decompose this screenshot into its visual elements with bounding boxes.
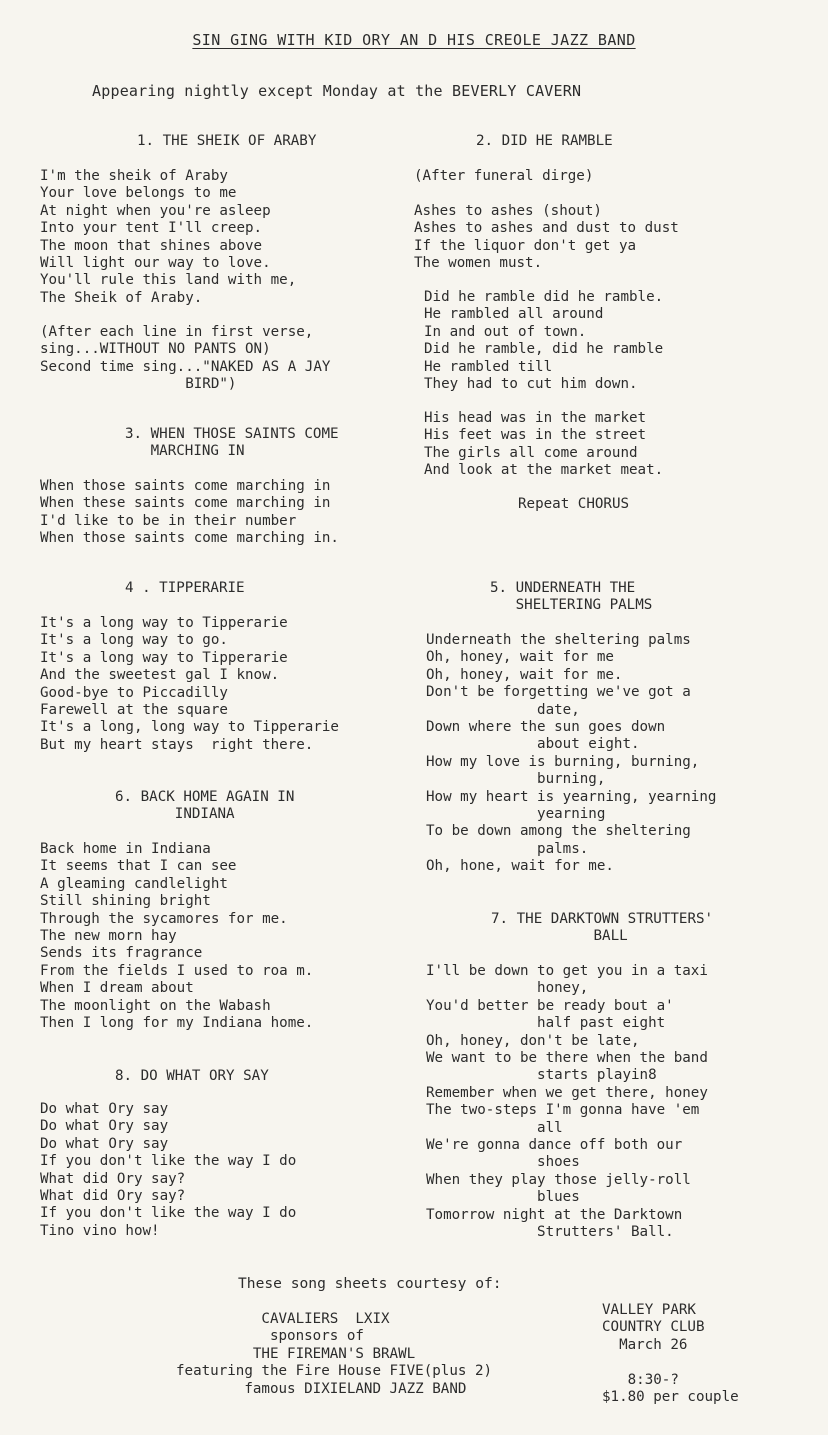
courtesy-line: These song sheets courtesy of: <box>238 1275 502 1292</box>
song-2-title: 2. DID HE RAMBLE <box>476 133 613 149</box>
lyric-line: date, <box>426 701 580 718</box>
song-2-intro: (After funeral dirge) <box>414 168 594 184</box>
song-4-title: 4 . TIPPERARIE <box>125 580 245 596</box>
lyric-line: His feet was in the street <box>424 427 647 444</box>
song-2-repeat: Repeat CHORUS <box>518 496 630 512</box>
lyric-line: To be down among the sheltering <box>426 823 691 840</box>
lyric-line: And look at the market meat. <box>424 462 664 479</box>
song-6-verse <box>40 841 313 1032</box>
lyric-line: Second time sing..."NAKED AS A JAY <box>40 358 331 375</box>
lyric-line: If you don't like the way I do <box>40 1153 297 1170</box>
lyric-line: He rambled all around <box>424 306 604 323</box>
lyric-line: If the liquor don't get ya <box>414 237 637 254</box>
song-1-verse <box>40 168 296 307</box>
lyric-line: Then I long for my Indiana home. <box>40 1015 314 1032</box>
lyric-line: burning, <box>426 771 606 788</box>
lyric-line: It's a long way to go. <box>40 632 228 649</box>
song-7-title: 7. THE DARKTOWN STRUTTERS' BALL <box>491 911 714 944</box>
lyric-line: Underneath the sheltering palms <box>426 632 691 648</box>
lyric-line: THE FIREMAN'S BRAWL <box>176 1345 416 1362</box>
lyric-line: all <box>426 1119 563 1136</box>
lyric-line: Into your tent I'll creep. <box>40 220 263 237</box>
lyric-line: Through the sycamores for me. <box>40 910 288 927</box>
lyric-line: We're gonna dance off both our <box>426 1137 683 1154</box>
lyric-line: 8:30-? <box>602 1371 679 1388</box>
song-7-verse <box>426 963 708 1242</box>
lyric-line: Oh, hone, wait for me. <box>426 858 614 875</box>
lyric-line: He rambled till <box>424 358 553 375</box>
lyric-line: I'm the sheik of Araby <box>40 168 228 184</box>
lyric-line: featuring the Fire House FIVE(plus 2) <box>176 1363 493 1380</box>
lyric-line: Did he ramble did he ramble. <box>424 289 664 305</box>
lyric-line: And the sweetest gal I know. <box>40 667 280 684</box>
lyric-line: half past eight <box>426 1015 666 1032</box>
lyric-line: Do what Ory say <box>40 1118 169 1135</box>
lyric-line: The girls all come around <box>424 444 638 461</box>
lyric-line: yearning <box>426 806 606 823</box>
lyric-line: When I dream about <box>40 980 194 997</box>
song-2-part-2 <box>424 289 663 393</box>
lyric-line: Will light our way to love. <box>40 255 271 272</box>
lyric-line: Do what Ory say <box>40 1135 169 1152</box>
lyric-line: The Sheik of Araby. <box>40 289 203 306</box>
lyric-line: We want to be there when the band <box>426 1050 708 1067</box>
lyric-line: At night when you're asleep <box>40 202 271 219</box>
lyric-line: Tino vino how! <box>40 1222 160 1239</box>
lyric-line: A gleaming candlelight <box>40 875 228 892</box>
lyric-line: Oh, honey, don't be late, <box>426 1032 640 1049</box>
lyric-line: Oh, honey, wait for me <box>426 649 614 666</box>
lyric-line: VALLEY PARK <box>602 1302 696 1318</box>
lyric-line: palms. <box>426 840 589 857</box>
lyric-line: (After each line in first verse, <box>40 324 314 340</box>
lyric-line: Don't be forgetting we've got a <box>426 684 691 701</box>
lyric-line: If you don't like the way I do <box>40 1205 297 1222</box>
song-3-title: 3. WHEN THOSE SAINTS COME MARCHING IN <box>125 426 339 459</box>
lyric-line: Tomorrow night at the Darktown <box>426 1206 683 1223</box>
lyric-line: Remember when we get there, honey <box>426 1084 708 1101</box>
lyric-line <box>602 1354 739 1371</box>
lyric-line: sponsors of <box>176 1328 364 1345</box>
lyric-line: Your love belongs to me <box>40 185 237 202</box>
lyric-line: shoes <box>426 1154 580 1171</box>
lyric-line: CAVALIERS LXIX <box>176 1311 390 1327</box>
lyric-line: sing...WITHOUT NO PANTS ON) <box>40 341 271 358</box>
song-5-title: 5. UNDERNEATH THE SHELTERING PALMS <box>490 580 653 613</box>
lyric-line: Back home in Indiana <box>40 841 211 857</box>
lyric-line: When they play those jelly-roll <box>426 1171 691 1188</box>
lyric-line: The women must. <box>414 255 543 272</box>
song-2-part-3 <box>424 410 663 480</box>
song-3-verse <box>40 478 339 548</box>
song-6-title: 6. BACK HOME AGAIN IN INDIANA <box>115 789 295 822</box>
lyric-line: What did Ory say? <box>40 1170 186 1187</box>
lyric-line: Good-bye to Piccadilly <box>40 684 228 701</box>
lyric-line: What did Ory say? <box>40 1188 186 1205</box>
lyric-line: I'd like to be in their number <box>40 512 297 529</box>
lyric-line: It's a long way to Tipperarie <box>40 615 288 631</box>
lyric-line: March 26 <box>602 1336 688 1353</box>
lyric-line: Farewell at the square <box>40 702 228 719</box>
lyric-line: Do what Ory say <box>40 1101 169 1117</box>
lyric-line: $1.80 per couple <box>602 1389 739 1406</box>
lyric-line: When those saints come marching in <box>40 478 331 494</box>
lyric-line: famous DIXIELAND JAZZ BAND <box>176 1380 467 1397</box>
lyric-line: It's a long way to Tipperarie <box>40 649 288 666</box>
lyric-line: Ashes to ashes and dust to dust <box>414 220 679 237</box>
lyric-line: The moonlight on the Wabash <box>40 997 271 1014</box>
lyric-line: It's a long, long way to Tipperarie <box>40 719 339 736</box>
lyric-line: When those saints come marching in. <box>40 530 339 547</box>
song-8-title: 8. DO WHAT ORY SAY <box>115 1068 269 1084</box>
lyric-line: Oh, honey, wait for me. <box>426 666 623 683</box>
lyric-line: You'd better be ready bout a' <box>426 997 674 1014</box>
lyric-line: It seems that I can see <box>40 858 237 875</box>
lyric-line: You'll rule this land with me, <box>40 272 297 289</box>
lyric-line: The two-steps I'm gonna have 'em <box>426 1102 700 1119</box>
lyric-line: Ashes to ashes (shout) <box>414 203 602 219</box>
page-subtitle: Appearing nightly except Monday at the BEVERLY CAVERN <box>92 82 582 100</box>
lyric-line: starts playin8 <box>426 1067 657 1084</box>
lyric-line: In and out of town. <box>424 323 587 340</box>
lyric-line: honey, <box>426 980 589 997</box>
lyric-line: blues <box>426 1189 580 1206</box>
lyric-line: about eight. <box>426 736 640 753</box>
song-4-verse <box>40 615 339 754</box>
lyric-line: The new morn hay <box>40 928 177 945</box>
lyric-line: But my heart stays right there. <box>40 736 314 753</box>
lyric-line: His head was in the market <box>424 410 647 426</box>
lyric-line: COUNTRY CLUB <box>602 1319 705 1336</box>
lyric-line: How my love is burning, burning, <box>426 753 700 770</box>
song-8-verse <box>40 1101 296 1240</box>
song-2-part-1 <box>414 203 679 273</box>
lyric-line: Strutters' Ball. <box>426 1224 674 1241</box>
lyric-line: I'll be down to get you in a taxi <box>426 963 708 979</box>
lyric-line: Did he ramble, did he ramble <box>424 341 664 358</box>
event-block <box>602 1302 739 1406</box>
lyric-line: When these saints come marching in <box>40 495 331 512</box>
sponsor-block <box>176 1311 492 1398</box>
song-1-title: 1. THE SHEIK OF ARABY <box>137 133 317 149</box>
lyric-line: From the fields I used to roa m. <box>40 962 314 979</box>
lyric-line: How my heart is yearning, yearning <box>426 788 717 805</box>
lyric-line: Sends its fragrance <box>40 945 203 962</box>
song-1-note <box>40 324 330 394</box>
lyric-line: BIRD") <box>40 376 237 393</box>
lyric-line: They had to cut him down. <box>424 376 638 393</box>
song-5-verse <box>426 632 716 876</box>
lyric-line: Down where the sun goes down <box>426 719 666 736</box>
lyric-line: Still shining bright <box>40 893 211 910</box>
page-title: SIN GING WITH KID ORY AN D HIS CREOLE JAZZ BAND <box>192 31 636 49</box>
lyric-line: The moon that shines above <box>40 237 263 254</box>
